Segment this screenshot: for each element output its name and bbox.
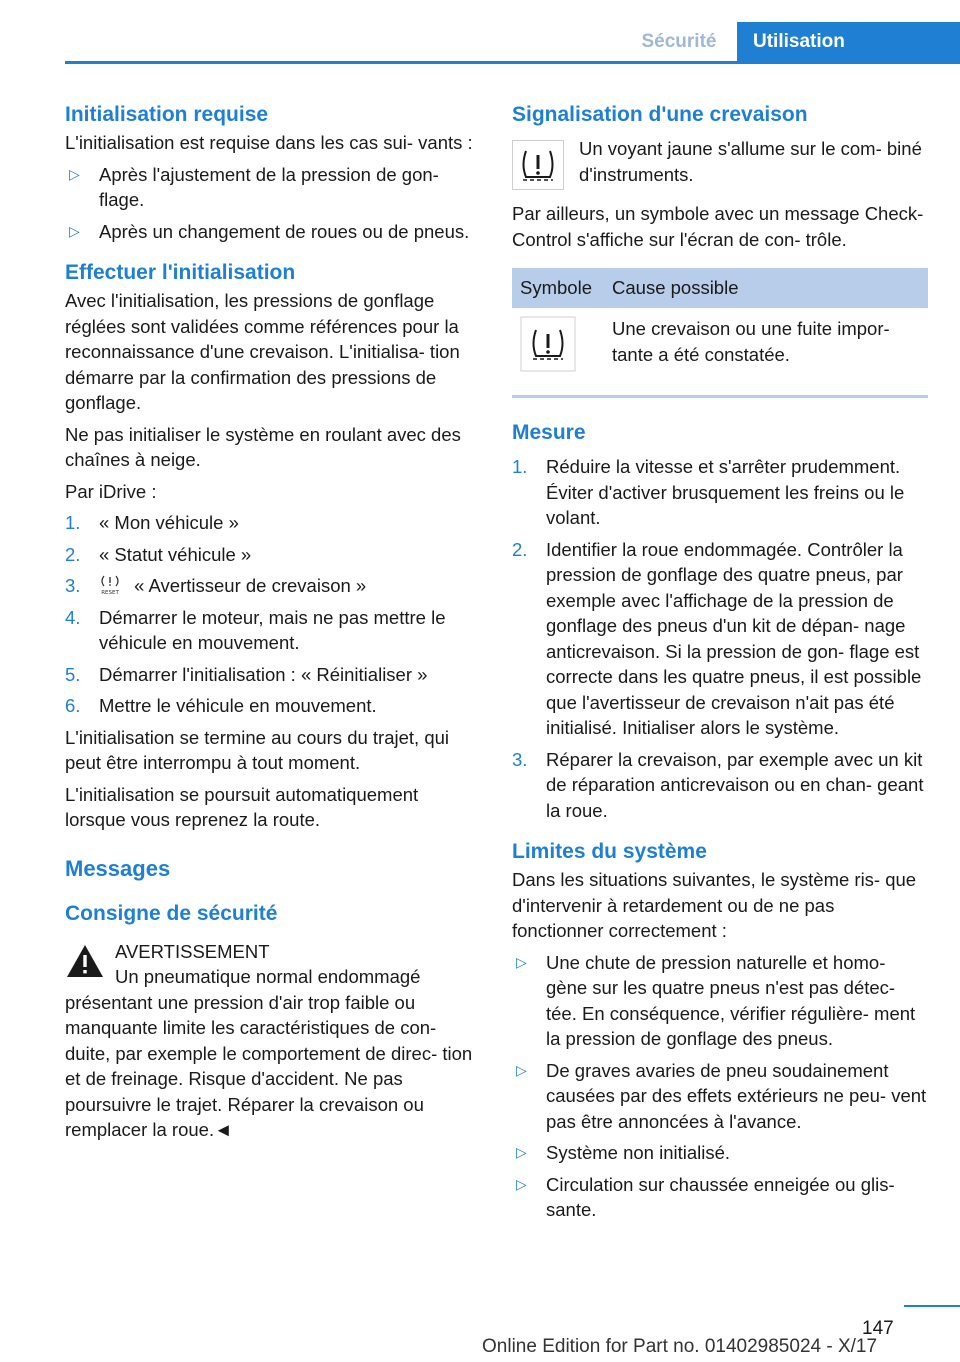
- after-paragraph-1: L'initialisation se termine au cours du trajet, qui peut être interrompu à tout moment.: [65, 726, 450, 773]
- warning-body: présentant une pression d'air trop faible ou manquante limite les caractéristiques de con‐ duite, par exemple le comportement de direc‐ tion et de freinage. Risque d'accident. Ne pas poursuivre le trajet. Réparer la crevaison ou remplacer la roue.◄: [65, 991, 473, 1140]
- section-title-limits: Limites du système: [512, 840, 707, 863]
- signal-paragraph-2: Par ailleurs, un symbole avec un message Check-Control s'affiche sur l'écran de con‐ trôle.: [512, 203, 924, 250]
- list-item: ▷ Circulation sur chaussée enneigée ou glis‐ sante.: [516, 1173, 895, 1220]
- table-bottom-rule: [512, 395, 928, 398]
- list-item: 5. Démarrer l'initialisation : « Réinitialiser »: [65, 663, 428, 685]
- list-item: 3. RESET « Avertisseur de crevaison »: [65, 575, 367, 596]
- page-header: [0, 0, 960, 62]
- left-column: [65, 100, 481, 1143]
- list-item: 2. Identifier la roue endommagée. Contrôler la pression de gonflage des quatre pneus, par exemple avec l'affichage de la pression de gonflage des pneus d'un kit de dépan‐ nage anticrevaison. Si la pression de gon‐ flage est correcte dans les quatre pneus, il est possible que l'avertisseur de crevaison n'ait pas été initialisé. Initialiser alors le système.: [512, 538, 922, 738]
- svg-text:RESET: RESET: [101, 590, 119, 596]
- section-title-messages: Messages: [65, 855, 171, 881]
- do-init-paragraph-3: Par iDrive :: [65, 480, 157, 502]
- warning-block: [65, 939, 481, 1143]
- triangle-bullet-icon: ▷: [516, 1175, 527, 1192]
- table-header-cause: Cause possible: [612, 277, 739, 298]
- table-header: [512, 268, 928, 308]
- signal-row: [512, 136, 928, 187]
- list-item: 1. Réduire la vitesse et s'arrêter prudemment. Éviter d'activer brusquement les freins ou le volant.: [512, 456, 905, 528]
- signal-text: Un voyant jaune s'allume sur le com‐ biné d'instruments.: [579, 138, 922, 185]
- list-item: ▷ Après un changement de roues ou de pneus.: [65, 219, 481, 245]
- after-paragraph-2: L'initialisation se poursuit automatiquement lorsque vous reprenez la route.: [65, 783, 419, 830]
- list-item: 3. Réparer la crevaison, par exemple avec un kit de réparation anticrevaison ou en chan‐ geant la roue.: [512, 748, 924, 821]
- list-item: 4. Démarrer le moteur, mais ne pas mettre le véhicule en mouvement.: [65, 606, 446, 653]
- mesure-steps-list: [512, 454, 928, 823]
- tab-utilisation[interactable]: Utilisation: [737, 22, 960, 62]
- init-required-list: [65, 162, 481, 245]
- list-item: ▷ Une chute de pression naturelle et homo‐ gène sur les quatre pneus n'est pas détec‐ tée. En conséquence, vérifier régulière‐ ment la pression de gonflage des pneus.: [516, 951, 916, 1049]
- footer-edition: Online Edition for Part no. 01402985024 - X/17: [482, 1336, 878, 1357]
- limits-intro: Dans les situations suivantes, le système ris‐ que d'intervenir à retardement ou de ne pas fonctionner correctement :: [512, 869, 917, 941]
- list-item: ▷ De graves avaries de pneu soudainement causées par des effets extérieurs ne peu‐ vent pas être annoncées à l'avance.: [516, 1059, 927, 1132]
- tpms-warning-icon: [513, 141, 563, 189]
- table-header-symbole: Symbole: [520, 277, 592, 298]
- list-item: ▷ Après l'ajustement de la pression de gon‐ flage.: [69, 163, 439, 210]
- table-cell-cause: Une crevaison ou une fuite impor‐ tante a été constatée.: [612, 318, 890, 365]
- tpms-reset-icon: [99, 574, 121, 596]
- list-item: 2. « Statut véhicule »: [65, 543, 252, 565]
- triangle-bullet-icon: ▷: [69, 222, 80, 239]
- header-rule: [65, 61, 960, 64]
- page-number: 147: [862, 1318, 894, 1339]
- section-title-init-required: Initialisation requise: [65, 103, 269, 126]
- tpms-indicator-frame: [512, 140, 564, 190]
- list-item: ▷ Système non initialisé.: [512, 1140, 928, 1166]
- tab-securite[interactable]: Sécurité: [641, 31, 717, 52]
- warning-triangle-icon: [65, 943, 105, 979]
- tpms-warning-icon: [520, 316, 576, 372]
- table-row: [512, 308, 928, 391]
- list-item: 6. Mettre le véhicule en mouvement.: [65, 695, 377, 716]
- triangle-bullet-icon: ▷: [516, 953, 527, 970]
- right-column: [512, 100, 928, 1229]
- do-init-paragraph-1: Avec l'initialisation, les pressions de gonflage réglées sont validées comme références pour la reconnaissance d'une crevaison. L'initialisa‐ tion démarre par la confirmation des pressions de gonflage.: [65, 290, 460, 413]
- warning-title: Un pneumatique normal endommagé: [115, 966, 421, 987]
- warning-label: AVERTISSEMENT: [115, 940, 270, 962]
- symbol-table: [512, 268, 928, 398]
- list-item: 1. « Mon véhicule »: [65, 512, 239, 533]
- footer-rule: [904, 1305, 960, 1307]
- section-title-signal: Signalisation d'une crevaison: [512, 103, 808, 126]
- do-init-paragraph-2: Ne pas initialiser le système en roulant avec des chaînes à neige.: [65, 423, 461, 470]
- section-title-mesure: Mesure: [512, 421, 586, 444]
- section-title-do-init: Effectuer l'initialisation: [65, 261, 296, 284]
- section-title-safety: Consigne de sécurité: [65, 901, 278, 925]
- triangle-bullet-icon: ▷: [516, 1061, 527, 1078]
- init-steps-list: [65, 510, 481, 719]
- triangle-bullet-icon: ▷: [69, 165, 80, 182]
- triangle-bullet-icon: ▷: [516, 1144, 527, 1160]
- init-required-intro: L'initialisation est requise dans les cas sui‐ vants :: [65, 132, 473, 153]
- limits-list: [512, 950, 928, 1223]
